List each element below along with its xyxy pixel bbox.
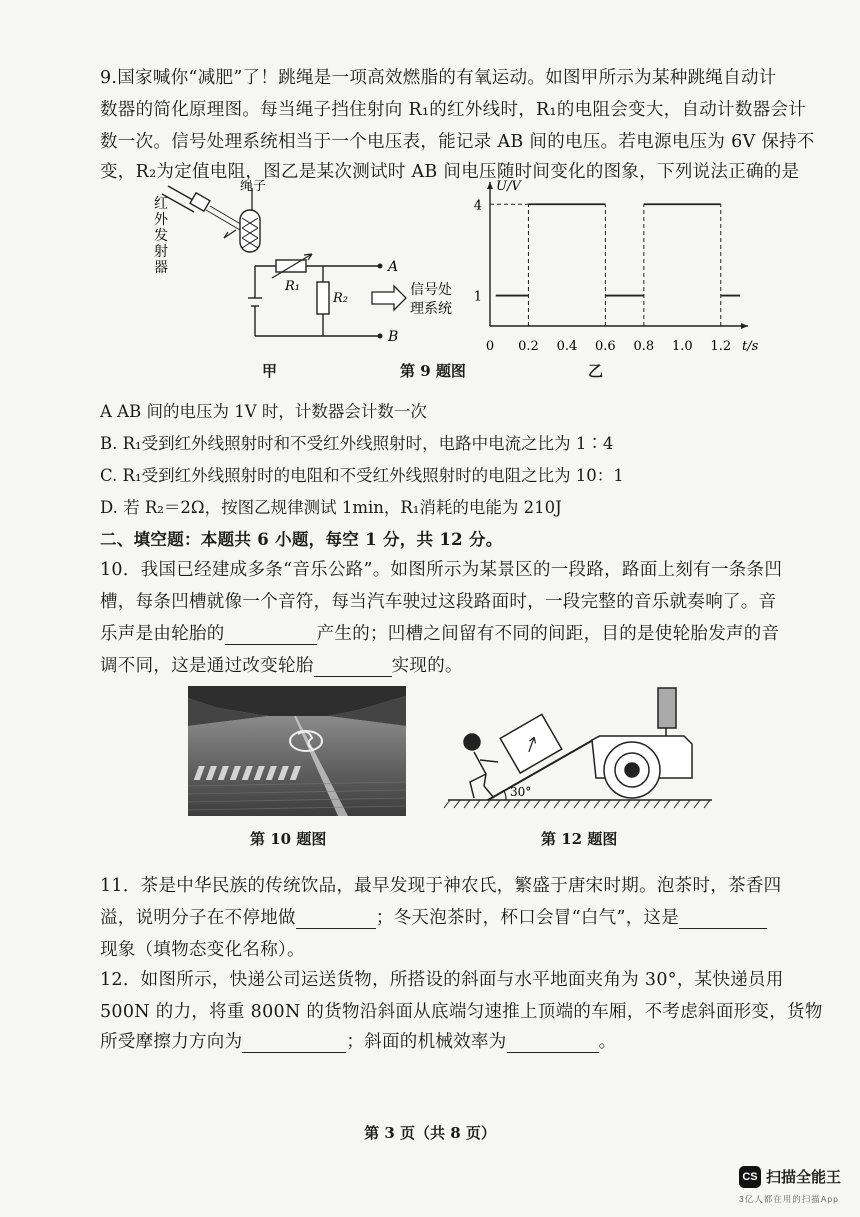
arrow-icon <box>372 286 406 310</box>
q10-line-1: 10．我国已经建成多条“音乐公路”。如图所示为某景区的一段路，路面上刻有一条条凹 <box>100 560 783 580</box>
y-tick-label: 1 <box>473 289 482 305</box>
rope-label: 绳子 <box>240 180 267 194</box>
chart-layer <box>474 179 759 354</box>
courier-figure <box>464 734 498 798</box>
caption-jia: 甲 <box>262 362 278 380</box>
q9-line-2: 数器的简化原理图。每当绳子挡住射向 R₁的红外线时，R₁的电阻会变大，自动计数器会计 <box>100 100 807 120</box>
system-label-1: 信号处 <box>410 282 452 298</box>
q10-blank-2[interactable] <box>314 656 392 677</box>
y-tick-label: 4 <box>473 198 482 214</box>
q10-line-2: 槽，每条凹槽就像一个音符，每当汽车驶过这段路面时，一段完整的音乐就奏响了。音 <box>100 592 777 612</box>
q9-line-4: 变，R₂为定值电阻，图乙是某次测试时 AB 间电压随时间变化的图象，下列说法正确的是 <box>100 162 800 182</box>
r1-label: R₁ <box>285 279 300 294</box>
q12-line-3c: 。 <box>598 1032 617 1052</box>
q11-line-2 <box>100 904 767 929</box>
q9-option-c: C. R₁受到红外线照射时的电阻和不受红外线照射时的电阻之比为 10：1 <box>100 466 624 485</box>
x-tick-label: 0.4 <box>556 339 578 354</box>
circuit-diagram-jia <box>140 180 470 355</box>
q11-blank-2[interactable] <box>679 908 767 929</box>
x-tick-label: 0 <box>485 339 495 354</box>
q9-option-b: B. R₁受到红外线照射时和不受红外线照射时，电路中电流之比为 1∶4 <box>100 434 614 453</box>
emitter-char-2: 外 <box>154 212 168 228</box>
q12-blank-2[interactable] <box>507 1032 599 1053</box>
q12-line-2: 500N 的力，将重 800N 的货物沿斜面从底端匀速推上顶端的车厢，不考虑斜面形变，货物 <box>100 1002 823 1022</box>
q9-option-d: D. 若 R₂＝2Ω，按图乙规律测试 1min，R₁消耗的电能为 210J <box>100 498 562 517</box>
q11-line-1: 11．茶是中华民族的传统饮品，最早发现于神农氏，繁盛于唐宋时期。泡茶时，茶香四 <box>100 876 782 896</box>
x-tick-label: 0.2 <box>518 339 539 354</box>
emitter-char-4: 射 <box>154 244 168 260</box>
x-tick-label: 0.8 <box>633 339 655 354</box>
emitter-char-1: 红 <box>154 196 168 212</box>
voltage-time-chart <box>470 176 760 361</box>
camscanner-logo-icon: CS <box>739 1166 761 1188</box>
q11-line-2a: 溢，说明分子在不停地做 <box>100 908 296 928</box>
caption-fig9: 第 9 题图 <box>400 362 466 380</box>
a-label: A <box>388 259 399 275</box>
x-tick-label: 1.0 <box>671 339 693 354</box>
q11-line-2b: ；冬天泡茶时，杯口会冒“白气”，这是 <box>375 908 680 928</box>
caption-fig12: 第 12 题图 <box>541 830 618 848</box>
y-axis-label: U/V <box>496 179 521 194</box>
circuit-wires <box>248 266 380 336</box>
ramp-diagram <box>440 682 720 812</box>
q10-line-4a: 调不同，这是通过改变轮胎 <box>100 656 314 676</box>
q9-line-1: 9.国家喊你“减肥”了！跳绳是一项高效燃脂的有氧运动。如图甲所示为某种跳绳自动计 <box>100 68 777 88</box>
emitter-char-3: 发 <box>154 228 168 244</box>
x-axis-arrow <box>741 323 748 329</box>
emitter-char-5: 器 <box>154 260 168 276</box>
x-tick-label: 0.6 <box>595 339 616 354</box>
system-label-2: 理系统 <box>410 301 452 317</box>
q12-blank-1[interactable] <box>242 1032 346 1053</box>
infrared-emitter-icon <box>162 186 244 230</box>
caption-fig10: 第 10 题图 <box>250 830 327 848</box>
terminal-b <box>378 334 383 339</box>
r2-label: R₂ <box>333 291 348 306</box>
b-label: B <box>388 329 399 345</box>
q12-line-3 <box>100 1028 616 1053</box>
angle-label: 30° <box>510 785 532 799</box>
camscanner-name: 扫描全能王 <box>766 1169 842 1186</box>
x-axis-label: t/s <box>742 339 759 354</box>
camscanner-tagline: 3亿人都在用的扫描App <box>739 1194 839 1204</box>
q10-line-4b: 实现的。 <box>391 656 463 676</box>
section-2-title: 二、填空题：本题共 6 小题，每空 1 分，共 12 分。 <box>100 530 503 549</box>
q10-line-3 <box>100 620 779 645</box>
q11-blank-1[interactable] <box>296 908 376 929</box>
truck <box>592 688 692 798</box>
q10-line-3b: 产生的；凹槽之间留有不同的间距，目的是使轮胎发声的音 <box>316 624 780 644</box>
q9-line-3: 数一次。信号处理系统相当于一个电压表，能记录 AB 间的电压。若电源电压为 6V 保持不 <box>100 132 815 152</box>
terminal-a <box>378 264 383 269</box>
music-road-photo <box>188 686 406 816</box>
x-tick-label: 1.2 <box>710 339 732 354</box>
r1-resistor <box>272 254 312 278</box>
emitter-label <box>154 196 172 276</box>
q10-line-3a: 乐声是由轮胎的 <box>100 624 225 644</box>
q12-line-3a: 所受摩擦力方向为 <box>100 1032 243 1052</box>
q9-option-a: A AB 间的电压为 1V 时，计数器会计数一次 <box>100 402 427 421</box>
page-footer: 第 3 页（共 8 页） <box>364 1124 496 1142</box>
q12-line-1: 12．如图所示，快递公司运送货物，所搭设的斜面与水平地面夹角为 30°，某快递员用 <box>100 970 784 990</box>
q11-line-3: 现象（填物态变化名称）。 <box>100 940 305 960</box>
y-axis-arrow <box>487 182 493 189</box>
q10-blank-1[interactable] <box>225 624 317 645</box>
q10-line-4 <box>100 652 463 677</box>
caption-yi: 乙 <box>588 362 604 380</box>
q12-line-3b: ；斜面的机械效率为 <box>346 1032 507 1052</box>
rope-icon <box>224 188 260 252</box>
